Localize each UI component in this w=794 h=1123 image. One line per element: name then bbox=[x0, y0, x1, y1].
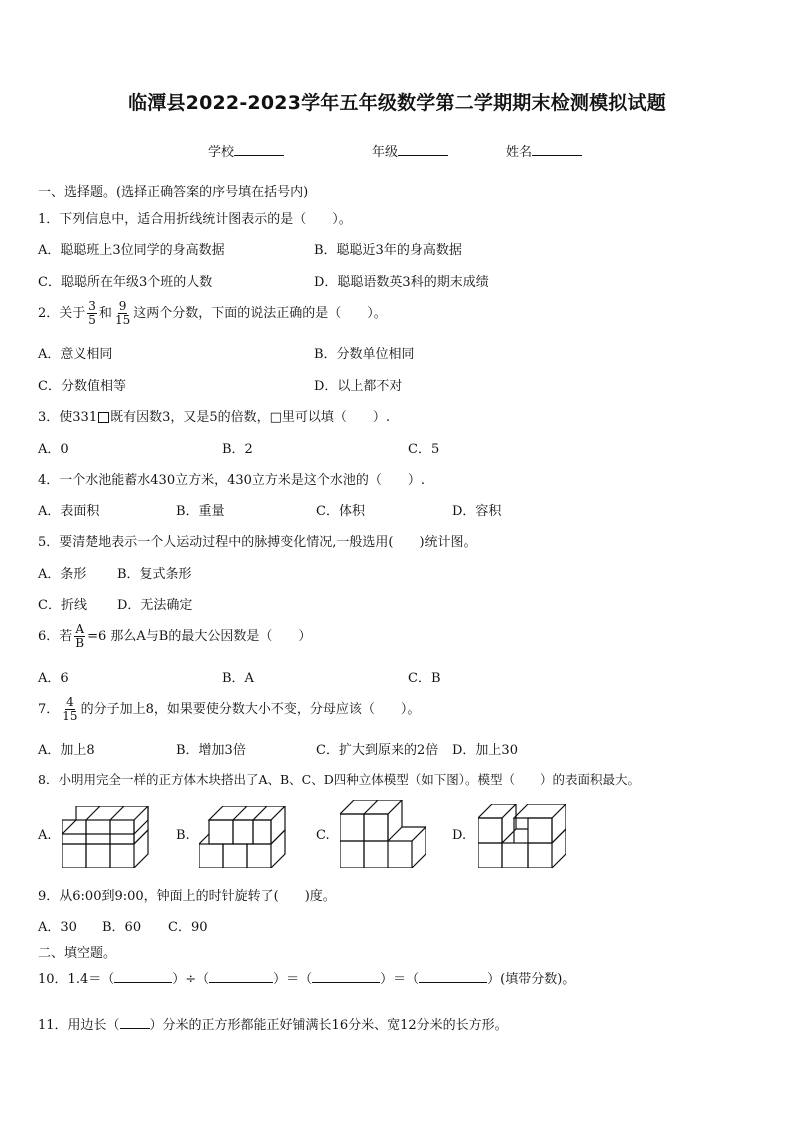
q5-option-a[interactable]: A．条形 bbox=[38, 567, 87, 582]
q10-blank-1[interactable] bbox=[114, 970, 172, 983]
q8-option-c[interactable]: C. bbox=[316, 828, 330, 843]
q7-post: 的分子加上8，如果要使分数大小不变，分母应该（ ）。 bbox=[80, 702, 421, 717]
q10-blank-3[interactable] bbox=[312, 970, 380, 983]
question-9: 9．从6:00到9:00，钟面上的时针旋转了( )度。 bbox=[38, 889, 336, 904]
q8-option-d[interactable]: D. bbox=[452, 828, 467, 843]
numerator: 9 bbox=[118, 299, 127, 313]
q11-post: ）分米的正方形都能正好铺满长16分米、宽12分米的长方形。 bbox=[149, 1018, 508, 1033]
q10-part-2: ）＝（ bbox=[273, 972, 313, 987]
q7-pre: 7． bbox=[38, 702, 60, 717]
denominator: 5 bbox=[88, 313, 96, 327]
numerator: 3 bbox=[88, 299, 96, 313]
q6-post: =6 那么A与B的最大公因数是（ ） bbox=[87, 629, 312, 644]
question-11 bbox=[38, 1014, 508, 1033]
question-1: 1．下列信息中，适合用折线统计图表示的是（ ）。 bbox=[38, 212, 352, 227]
question-10 bbox=[38, 968, 575, 987]
q3-option-c[interactable]: C．5 bbox=[408, 442, 440, 457]
q4-option-b[interactable]: B．重量 bbox=[176, 504, 225, 519]
q10-blank-2[interactable] bbox=[209, 970, 273, 983]
grade-blank[interactable] bbox=[398, 142, 448, 156]
q8-option-a[interactable]: A. bbox=[38, 828, 52, 843]
cube-model-c bbox=[340, 800, 426, 868]
denominator: B bbox=[75, 636, 85, 650]
q11-blank[interactable] bbox=[120, 1016, 150, 1029]
grade-field bbox=[372, 141, 448, 160]
question-6 bbox=[38, 621, 311, 653]
q10-post: ）(填带分数)。 bbox=[487, 972, 576, 987]
q1-option-a[interactable]: A．聪聪班上3位同学的身高数据 bbox=[38, 243, 225, 258]
q2-pre: 2．关于 bbox=[38, 306, 86, 321]
q6-option-b[interactable]: B．A bbox=[222, 671, 254, 686]
denominator: 15 bbox=[62, 709, 78, 723]
q6-option-c[interactable]: C．B bbox=[408, 671, 441, 686]
q9-option-b[interactable]: B．60 bbox=[102, 920, 142, 935]
q8-option-b[interactable]: B. bbox=[176, 828, 190, 843]
q5-option-c[interactable]: C．折线 bbox=[38, 598, 87, 613]
q6-option-a[interactable]: A．6 bbox=[38, 671, 69, 686]
q4-option-a[interactable]: A．表面积 bbox=[38, 504, 100, 519]
cube-model-a bbox=[62, 806, 154, 868]
name-field bbox=[506, 141, 582, 160]
cube-model-b bbox=[199, 806, 291, 868]
q3-pre: 3．使331 bbox=[38, 410, 98, 425]
q2-mid: 和 bbox=[98, 306, 112, 321]
numerator: 4 bbox=[66, 695, 74, 709]
school-blank[interactable] bbox=[234, 142, 284, 156]
q3-option-b[interactable]: B．2 bbox=[222, 442, 253, 457]
section-1-heading: 一、选择题。(选择正确答案的序号填在括号内) bbox=[38, 185, 309, 200]
cube-model-d bbox=[478, 804, 566, 868]
q9-option-c[interactable]: C．90 bbox=[168, 920, 208, 935]
question-7 bbox=[38, 693, 420, 727]
fraction-9-15 bbox=[114, 300, 131, 327]
section-2-heading: 二、填空题。 bbox=[38, 946, 117, 961]
q7-option-d[interactable]: D．加上30 bbox=[452, 743, 518, 758]
question-8: 8．小明用完全一样的正方体木块搭出了A、B、C、D四种立体模型（如下图）。模型（ ）的表面积最大。 bbox=[38, 772, 641, 787]
q3-post: 既有因数3，又是5的倍数，□里可以填（ ）. bbox=[110, 410, 391, 425]
q9-option-a[interactable]: A．30 bbox=[38, 920, 77, 935]
numerator: A bbox=[75, 622, 85, 636]
q10-part-1: ）÷（ bbox=[172, 972, 210, 987]
name-label: 姓名 bbox=[506, 145, 533, 160]
q3-option-a[interactable]: A．0 bbox=[38, 442, 69, 457]
q1-option-d[interactable]: D．聪聪语数英3科的期末成绩 bbox=[314, 275, 489, 290]
q5-option-d[interactable]: D．无法确定 bbox=[117, 598, 193, 613]
q2-option-d[interactable]: D．以上都不对 bbox=[314, 379, 403, 394]
q4-option-c[interactable]: C．体积 bbox=[316, 504, 365, 519]
q1-option-c[interactable]: C．聪聪所在年级3个班的人数 bbox=[38, 275, 213, 290]
q10-part-3: ）＝（ bbox=[380, 972, 420, 987]
q7-option-c[interactable]: C．扩大到原来的2倍 bbox=[316, 743, 439, 758]
question-4: 4．一个水池能蓄水430立方米，430立方米是这个水池的（ ）. bbox=[38, 473, 426, 488]
q7-option-a[interactable]: A．加上8 bbox=[38, 743, 95, 758]
q10-pre: 10．1.4＝（ bbox=[38, 972, 115, 987]
fraction-3-5 bbox=[87, 300, 97, 327]
denominator: 15 bbox=[114, 313, 131, 327]
school-label: 学校 bbox=[208, 145, 235, 160]
q10-blank-4[interactable] bbox=[419, 970, 487, 983]
blank-box-icon bbox=[98, 412, 109, 423]
page-title: 临潭县2022-2023学年五年级数学第二学期期末检测模拟试题 bbox=[128, 92, 666, 114]
q7-option-b[interactable]: B．增加3倍 bbox=[176, 743, 246, 758]
question-3 bbox=[38, 406, 390, 425]
name-blank[interactable] bbox=[532, 142, 582, 156]
q2-option-a[interactable]: A．意义相同 bbox=[38, 347, 113, 362]
q2-post: 这两个分数，下面的说法正确的是（ ）。 bbox=[133, 306, 387, 321]
fraction-4-15 bbox=[61, 696, 78, 723]
fraction-a-b bbox=[74, 623, 85, 650]
school-field bbox=[208, 141, 284, 160]
question-5: 5．要清楚地表示一个人运动过程中的脉搏变化情况,一般选用( )统计图。 bbox=[38, 535, 477, 550]
q6-pre: 6．若 bbox=[38, 629, 73, 644]
q4-option-d[interactable]: D．容积 bbox=[452, 504, 502, 519]
q2-option-c[interactable]: C．分数值相等 bbox=[38, 379, 126, 394]
q5-option-b[interactable]: B．复式条形 bbox=[117, 567, 192, 582]
q11-pre: 11．用边长（ bbox=[38, 1018, 120, 1033]
q2-option-b[interactable]: B．分数单位相同 bbox=[314, 347, 415, 362]
question-2 bbox=[38, 298, 387, 330]
q1-option-b[interactable]: B．聪聪近3年的身高数据 bbox=[314, 243, 462, 258]
grade-label: 年级 bbox=[372, 145, 399, 160]
